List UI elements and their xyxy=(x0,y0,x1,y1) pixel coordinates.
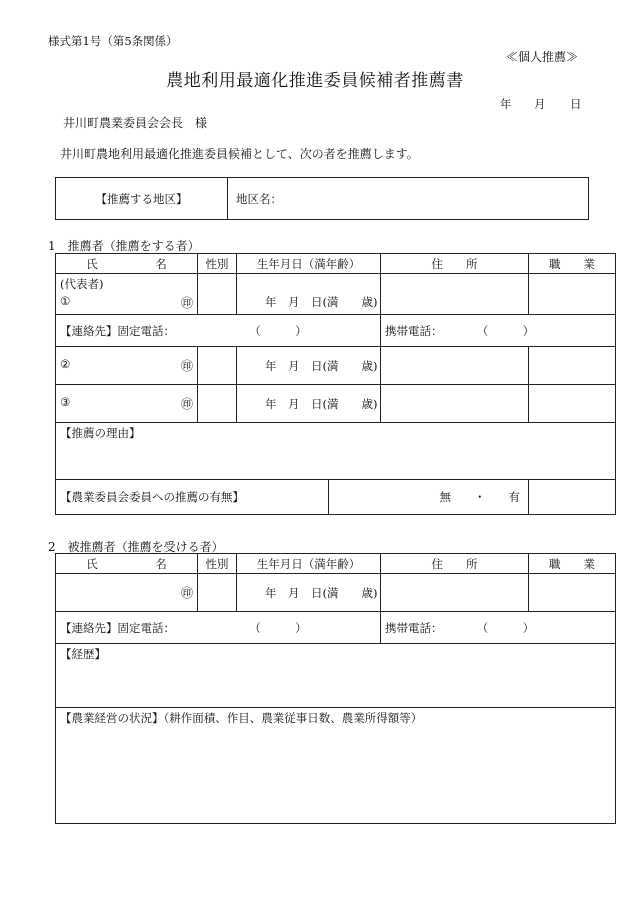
nominee-name-cell[interactable] xyxy=(56,574,198,612)
nominee-mobile-cell[interactable] xyxy=(381,612,616,644)
nominee-gender-cell[interactable] xyxy=(198,574,237,612)
nominee-contact-row xyxy=(56,612,616,644)
occupation-cell-3[interactable] xyxy=(529,385,616,423)
mobile-cell[interactable] xyxy=(381,315,616,347)
landline-label: 【連絡先】固定電話： xyxy=(60,323,175,338)
reason-label: 【推薦の理由】 xyxy=(60,426,141,440)
address-cell-1[interactable] xyxy=(381,274,529,315)
nominee-table xyxy=(55,553,616,824)
nominee-address-cell[interactable] xyxy=(381,574,529,612)
section2-heading: 2 被推薦者（推薦を受ける者） xyxy=(48,540,224,554)
contact-row-1 xyxy=(56,315,616,347)
header-address: 住 所 xyxy=(381,254,529,274)
date-day: 日 xyxy=(570,97,582,111)
header-gender: 性別 xyxy=(198,254,237,274)
number-2: ② xyxy=(60,357,71,371)
form-number: 様式第1号（第5条関係） xyxy=(48,34,178,48)
gender-cell-1[interactable] xyxy=(198,274,237,315)
header-name: 氏 名 xyxy=(56,554,198,574)
seal-mark: ㊞ xyxy=(180,359,193,373)
farm-cell[interactable] xyxy=(56,708,616,824)
name-cell-3[interactable] xyxy=(56,385,198,423)
career-label: 【経歴】 xyxy=(60,647,106,661)
dob-cell-2[interactable]: 年 月 日(満 歳) xyxy=(237,347,381,385)
committee-label: 【農業委員会委員への推薦の有無】 xyxy=(56,480,329,514)
date-month: 月 xyxy=(534,97,546,111)
district-label: 【推薦する地区】 xyxy=(56,178,228,220)
intro-text: 井川町農地利用最適化推進委員候補として、次の者を推薦します。 xyxy=(60,147,419,161)
nominee-row xyxy=(56,574,616,612)
dob-cell-3[interactable]: 年 月 日(満 歳) xyxy=(237,385,381,423)
reason-row xyxy=(56,423,616,480)
district-name-field[interactable] xyxy=(228,178,589,220)
header-address: 住 所 xyxy=(381,554,529,574)
mobile-label: 携帯電話： xyxy=(385,620,443,635)
name-cell-2[interactable] xyxy=(56,347,198,385)
number-1: ① xyxy=(60,294,71,308)
number-3: ③ xyxy=(60,395,71,409)
reason-cell[interactable] xyxy=(56,423,616,480)
header-occupation: 職 業 xyxy=(529,554,616,574)
landline-paren: （ ） xyxy=(255,620,307,635)
form-type-label: ≪個人推薦≫ xyxy=(506,50,579,64)
farm-label: 【農業経営の状況】（耕作面積、作目、農業従事日数、農業所得額等） xyxy=(60,711,423,725)
career-cell[interactable] xyxy=(56,644,616,708)
seal-mark: ㊞ xyxy=(180,397,193,411)
mobile-label: 携帯電話： xyxy=(385,323,443,338)
address-cell-3[interactable] xyxy=(381,385,529,423)
page-title: 農地利用最適化推進委員候補者推薦書 xyxy=(166,71,464,91)
header-dob: 生年月日（満年齢） xyxy=(237,554,381,574)
date-line xyxy=(500,96,582,112)
nominee-landline-cell[interactable] xyxy=(56,612,381,644)
committee-row xyxy=(56,480,616,515)
mobile-paren: （ ） xyxy=(482,620,535,635)
seal-mark: ㊞ xyxy=(180,586,193,600)
rep-label: (代表者) xyxy=(60,277,104,291)
header-row xyxy=(56,554,616,574)
mobile-paren: （ ） xyxy=(482,323,535,338)
landline-cell[interactable] xyxy=(56,315,381,347)
occupation-cell-1[interactable] xyxy=(529,274,616,315)
gender-cell-2[interactable] xyxy=(198,347,237,385)
section1-heading: 1 推薦者（推薦をする者） xyxy=(48,239,200,253)
landline-label: 【連絡先】固定電話： xyxy=(60,620,175,635)
recommender-table xyxy=(55,253,616,515)
header-occupation: 職 業 xyxy=(529,254,616,274)
committee-options[interactable]: 無 ・ 有 xyxy=(439,490,520,504)
header-row xyxy=(56,254,616,274)
header-name: 氏 名 xyxy=(56,254,198,274)
district-name-label: 地区名： xyxy=(236,191,282,206)
header-gender: 性別 xyxy=(198,554,237,574)
career-row xyxy=(56,644,616,708)
recommender-row-2 xyxy=(56,347,616,385)
recommender-row-1 xyxy=(56,274,616,315)
nominee-dob-cell[interactable]: 年 月 日(満 歳) xyxy=(237,574,381,612)
address-cell-2[interactable] xyxy=(381,347,529,385)
gender-cell-3[interactable] xyxy=(198,385,237,423)
seal-mark: ㊞ xyxy=(180,296,193,310)
occupation-cell-2[interactable] xyxy=(529,347,616,385)
nominee-occupation-cell[interactable] xyxy=(529,574,616,612)
recommender-row-3 xyxy=(56,385,616,423)
name-cell-1[interactable] xyxy=(56,274,198,315)
landline-paren: （ ） xyxy=(255,323,307,338)
addressee: 井川町農業委員会会長 様 xyxy=(63,116,208,130)
header-dob: 生年月日（満年齢） xyxy=(237,254,381,274)
farm-row xyxy=(56,708,616,824)
district-table xyxy=(55,177,589,220)
dob-cell-1[interactable]: 年 月 日(満 歳) xyxy=(237,274,381,315)
date-year: 年 xyxy=(500,97,512,111)
